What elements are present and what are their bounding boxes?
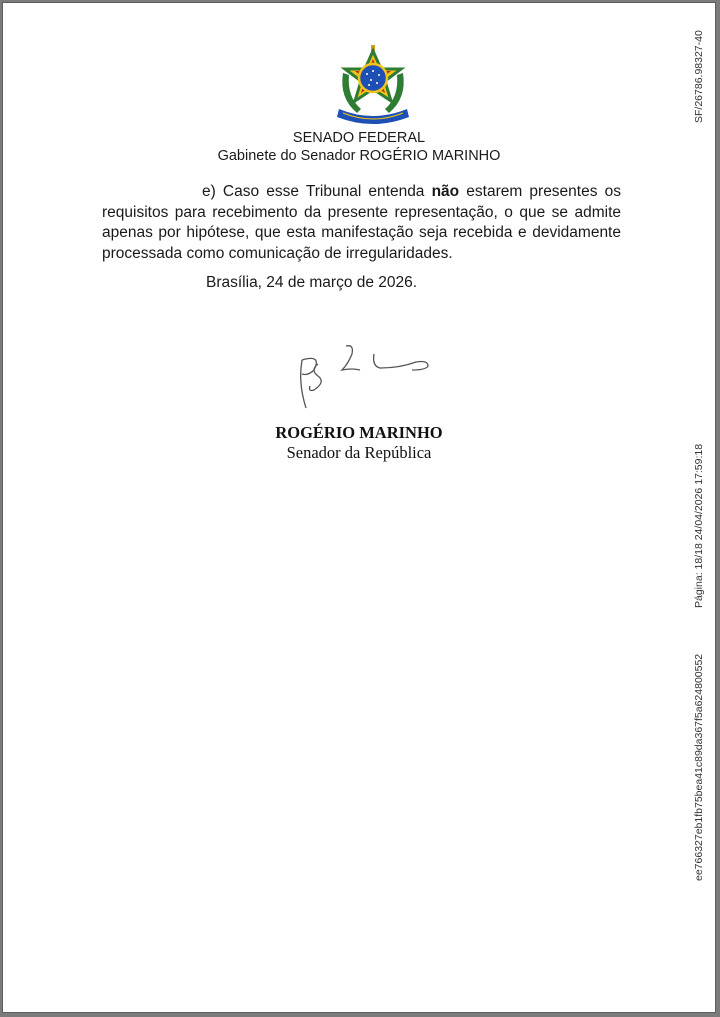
body-paragraph [102,182,621,264]
paragraph-text-continued: estarem presentes os requisitos para recebimento da presente representação, o que se admite apenas por hipótese, que esta manifestação seja recebida e devidamente processada como comunicação de irregularidades. [102,183,621,262]
margin-doc-code: SF/26786.98327-40 [693,30,705,123]
paragraph-bold-word: não [431,183,460,200]
margin-hash: ee766327eb1fb75bea41c89da367f5a624800552 [693,653,705,881]
signer-title: Senador da República [286,443,432,462]
handwritten-signature [288,338,438,413]
brazil-coat-of-arms-icon [333,43,413,127]
margin-page-info: Página: 18/18 24/04/2026 17:59:18 [693,443,705,608]
document-page [3,3,715,1012]
paragraph-text: e) Caso esse Tribunal entenda [202,183,432,200]
institution-name: SENADO FEDERAL [292,130,426,146]
date-line: Brasília, 24 de março de 2026. [206,274,418,291]
office-name: Gabinete do Senador ROGÉRIO MARINHO [217,148,501,164]
signer-name: ROGÉRIO MARINHO [275,423,443,442]
